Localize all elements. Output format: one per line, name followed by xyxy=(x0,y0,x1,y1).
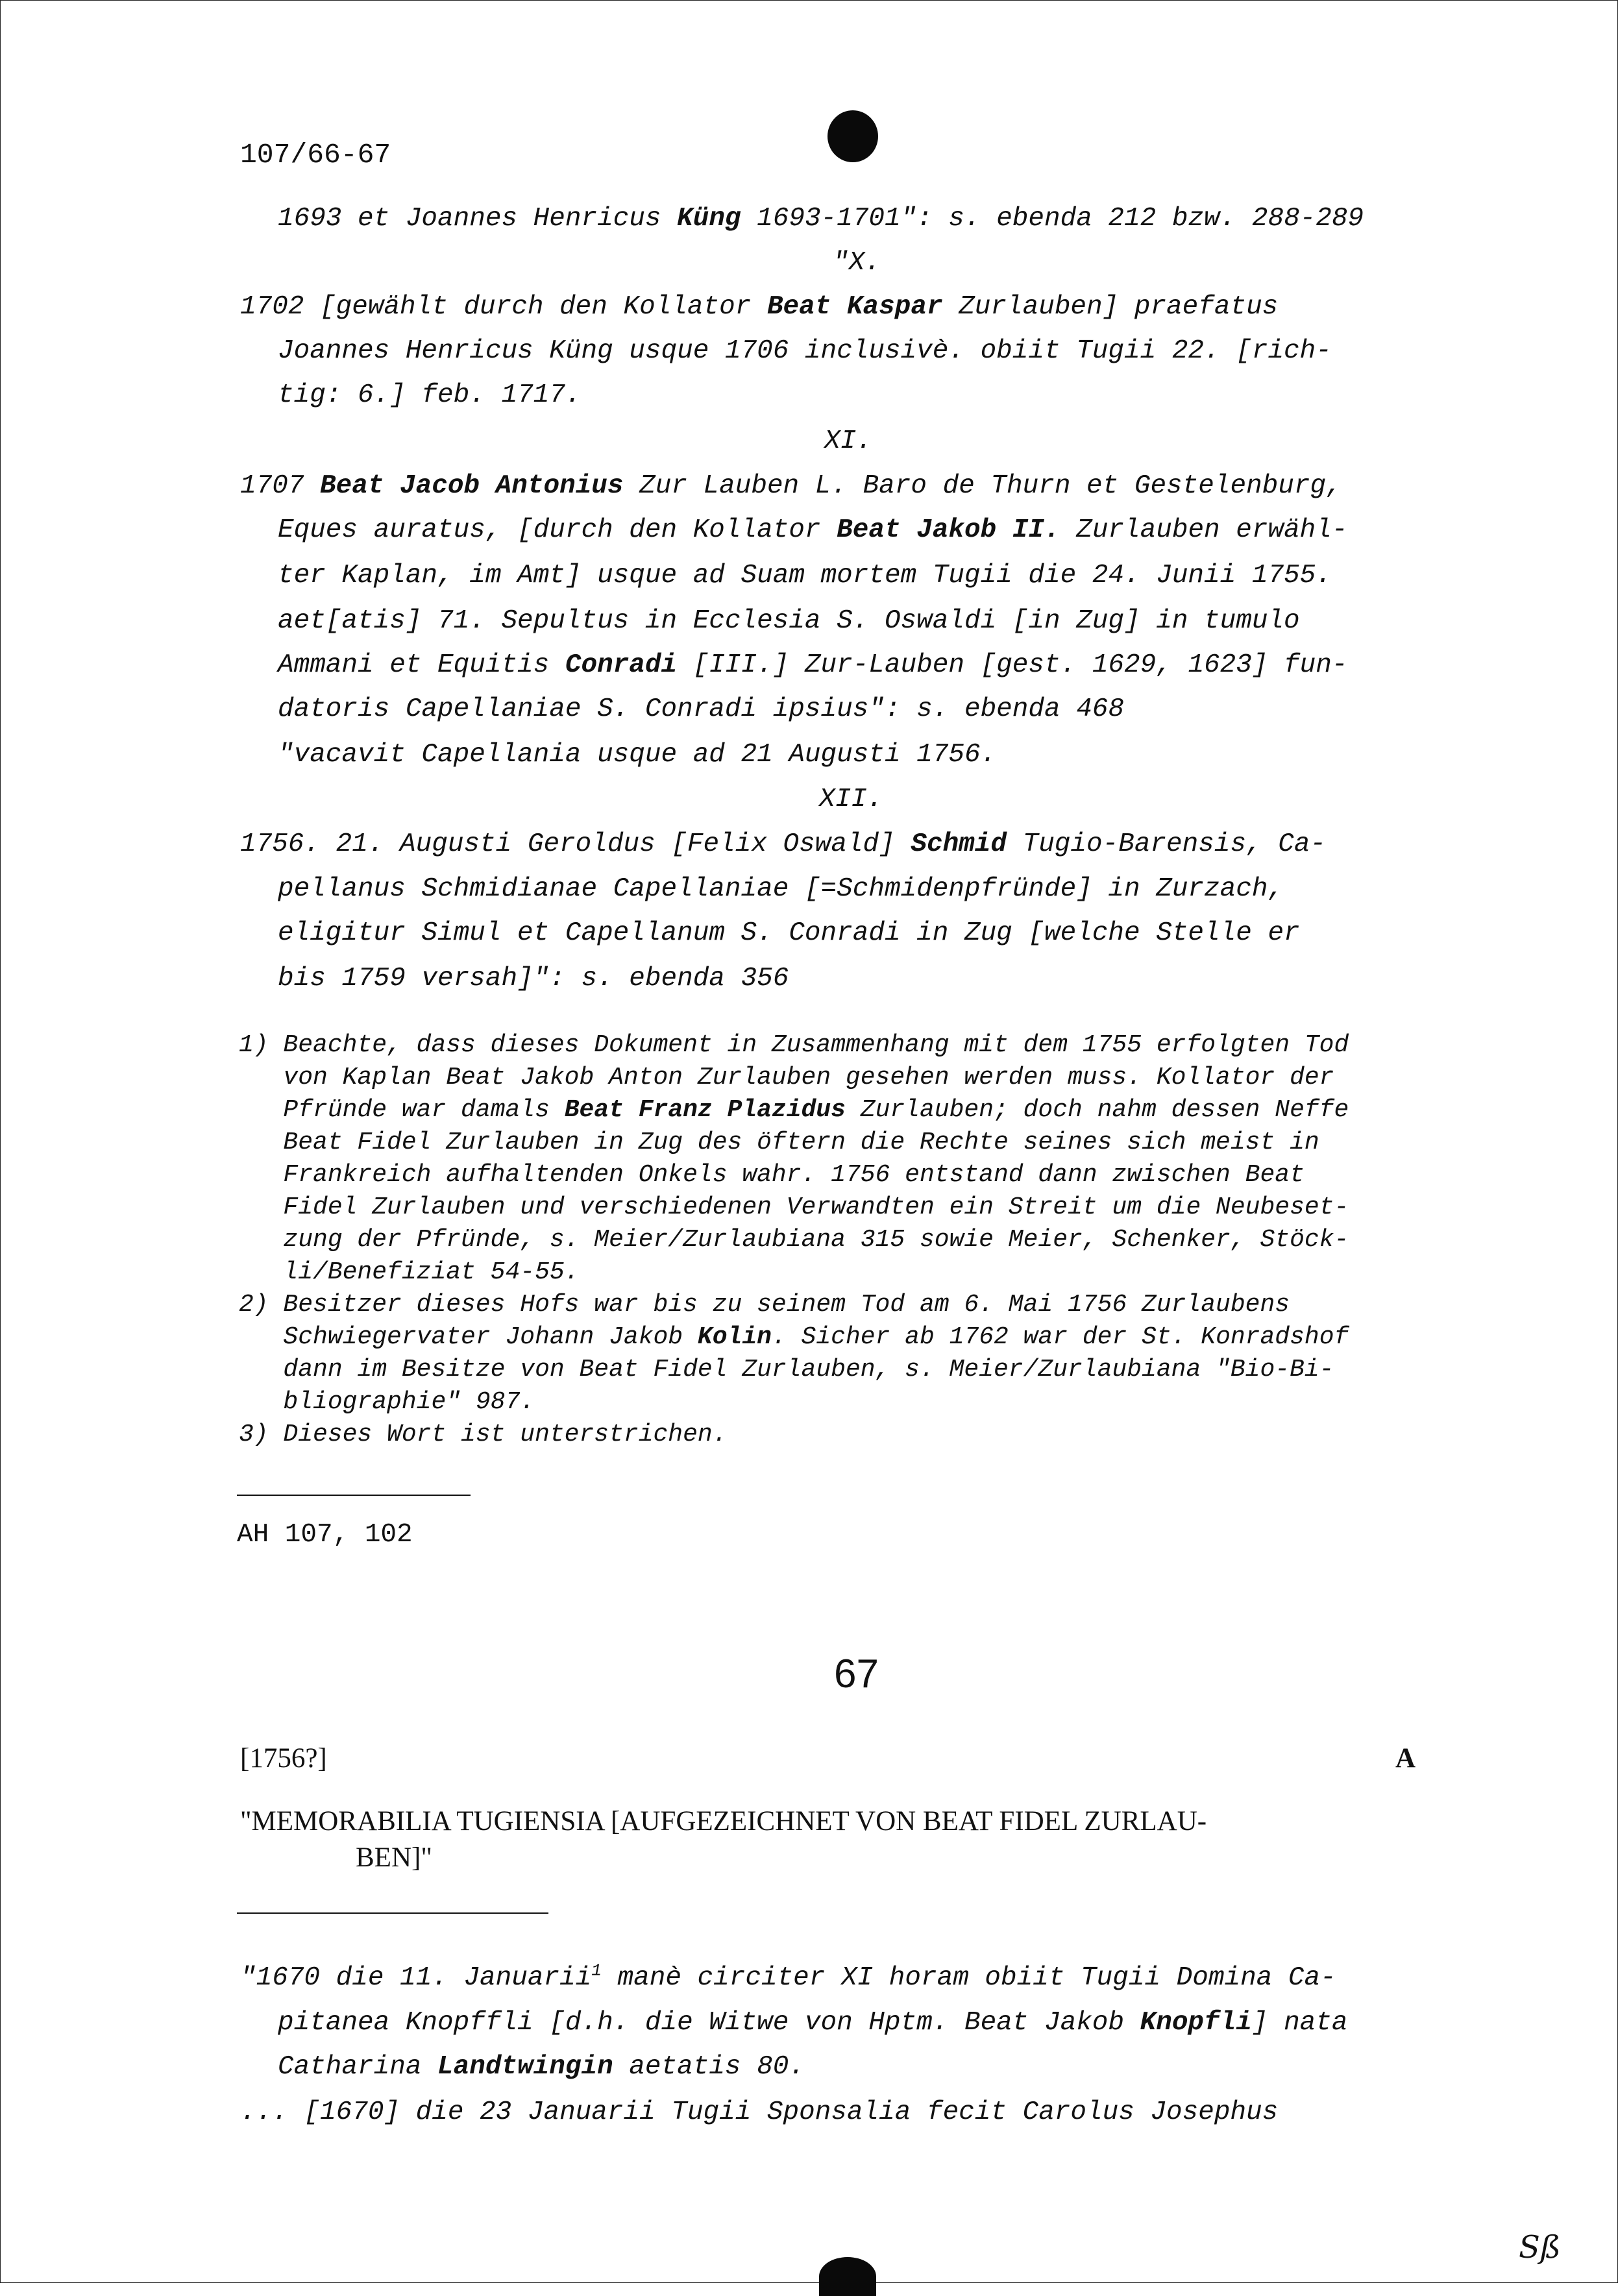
section-heading: XII. xyxy=(819,785,883,814)
text-line: bis 1759 versah]": s. ebenda 356 xyxy=(278,964,789,994)
document-number: 67 xyxy=(834,1652,879,1696)
section-heading: "X. xyxy=(833,248,881,278)
text-line: 1756. 21. Augusti Geroldus [Felix Oswald] Schmid Tugio-Barensis, Ca- xyxy=(240,829,1327,859)
footnote-line: bliographie" 987. xyxy=(239,1388,535,1416)
punch-hole-bottom xyxy=(819,2257,876,2296)
document-date: [1756?] xyxy=(240,1743,327,1774)
document-title-continued: BEN]" xyxy=(356,1842,432,1873)
document-type-marker: A xyxy=(1395,1743,1416,1774)
text-line: Catharina Landtwingin aetatis 80. xyxy=(278,2052,805,2082)
footnote-line: 3) Dieses Wort ist unterstrichen. xyxy=(239,1421,728,1448)
text-line: Eques auratus, [durch den Kollator Beat Jakob II. Zurlauben erwähl- xyxy=(278,515,1348,545)
footnote-line: Fidel Zurlauben und verschiedenen Verwandten ein Streit um die Neubeset- xyxy=(239,1193,1349,1221)
text-line: eligitur Simul et Capellanum S. Conradi in Zug [welche Stelle er xyxy=(278,918,1300,948)
footnote-line: Pfründe war damals Beat Franz Plazidus Zurlauben; doch nahm dessen Neffe xyxy=(239,1096,1349,1124)
page-reference: 107/66-67 xyxy=(240,139,391,171)
document-title: "MEMORABILIA TUGIENSIA [AUFGEZEICHNET VON BEAT FIDEL ZURLAU- xyxy=(240,1806,1207,1837)
footnote-line: zung der Pfründe, s. Meier/Zurlaubiana 315 sowie Meier, Schenker, Stöck- xyxy=(239,1226,1349,1254)
footnote-line: li/Benefiziat 54-55. xyxy=(239,1258,580,1286)
text-line: "1670 die 11. Januarii$^1$ manè circiter XI horam obiit Tugii Domina Ca- xyxy=(240,1960,1336,1993)
section-heading: XI. xyxy=(824,426,872,456)
separator-rule xyxy=(237,1495,471,1496)
footnote-line: Schwiegervater Johann Jakob Kolin. Sicher ab 1762 war der St. Konradshof xyxy=(239,1323,1349,1351)
footnote-line: von Kaplan Beat Jakob Anton Zurlauben gesehen werden muss. Kollator der xyxy=(239,1064,1334,1092)
source-reference: AH 107, 102 xyxy=(237,1520,413,1550)
text-line: 1707 Beat Jacob Antonius Zur Lauben L. Baro de Thurn et Gestelenburg, xyxy=(240,471,1342,501)
footnote-line: Frankreich aufhaltenden Onkels wahr. 1756 entstand dann zwischen Beat xyxy=(239,1161,1305,1189)
text-line: "vacavit Capellania usque ad 21 Augusti 1756. xyxy=(278,740,997,770)
text-line: 1693 et Joannes Henricus Küng 1693-1701": s. ebenda 212 bzw. 288-289 xyxy=(278,204,1364,234)
text-line: 1702 [gewählt durch den Kollator Beat Kaspar Zurlauben] praefatus xyxy=(240,292,1279,322)
text-line: aet[atis] 71. Sepultus in Ecclesia S. Oswaldi [in Zug] in tumulo xyxy=(278,606,1300,636)
text-line: datoris Capellaniae S. Conradi ipsius": s. ebenda 468 xyxy=(278,694,1125,724)
text-line: ... [1670] die 23 Januarii Tugii Sponsalia fecit Carolus Josephus xyxy=(240,2097,1279,2127)
text-line: ter Kaplan, im Amt] usque ad Suam mortem Tugii die 24. Junii 1755. xyxy=(278,561,1332,591)
text-line: tig: 6.] feb. 1717. xyxy=(278,380,582,410)
text-line: pitanea Knopffli [d.h. die Witwe von Hptm. Beat Jakob Knopfli] nata xyxy=(278,2008,1348,2038)
footnote-line: Beat Fidel Zurlauben in Zug des öftern die Rechte seines sich meist in xyxy=(239,1129,1319,1156)
separator-rule xyxy=(237,1912,548,1914)
text-line: Joannes Henricus Küng usque 1706 inclusivè. obiit Tugii 22. [rich- xyxy=(278,336,1332,366)
text-line: pellanus Schmidianae Capellaniae [=Schmidenpfründe] in Zurzach, xyxy=(278,874,1284,904)
handwritten-initials: Sß xyxy=(1519,2229,1561,2265)
footnote-line: 1) Beachte, dass dieses Dokument in Zusammenhang mit dem 1755 erfolgten Tod xyxy=(239,1031,1349,1059)
punch-hole-top xyxy=(827,110,878,162)
footnote-line: dann im Besitze von Beat Fidel Zurlauben, s. Meier/Zurlaubiana "Bio-Bi- xyxy=(239,1356,1334,1384)
footnote-line: 2) Besitzer dieses Hofs war bis zu seinem Tod am 6. Mai 1756 Zurlaubens xyxy=(239,1291,1290,1319)
text-line: Ammani et Equitis Conradi [III.] Zur-Lauben [gest. 1629, 1623] fun- xyxy=(278,650,1348,680)
